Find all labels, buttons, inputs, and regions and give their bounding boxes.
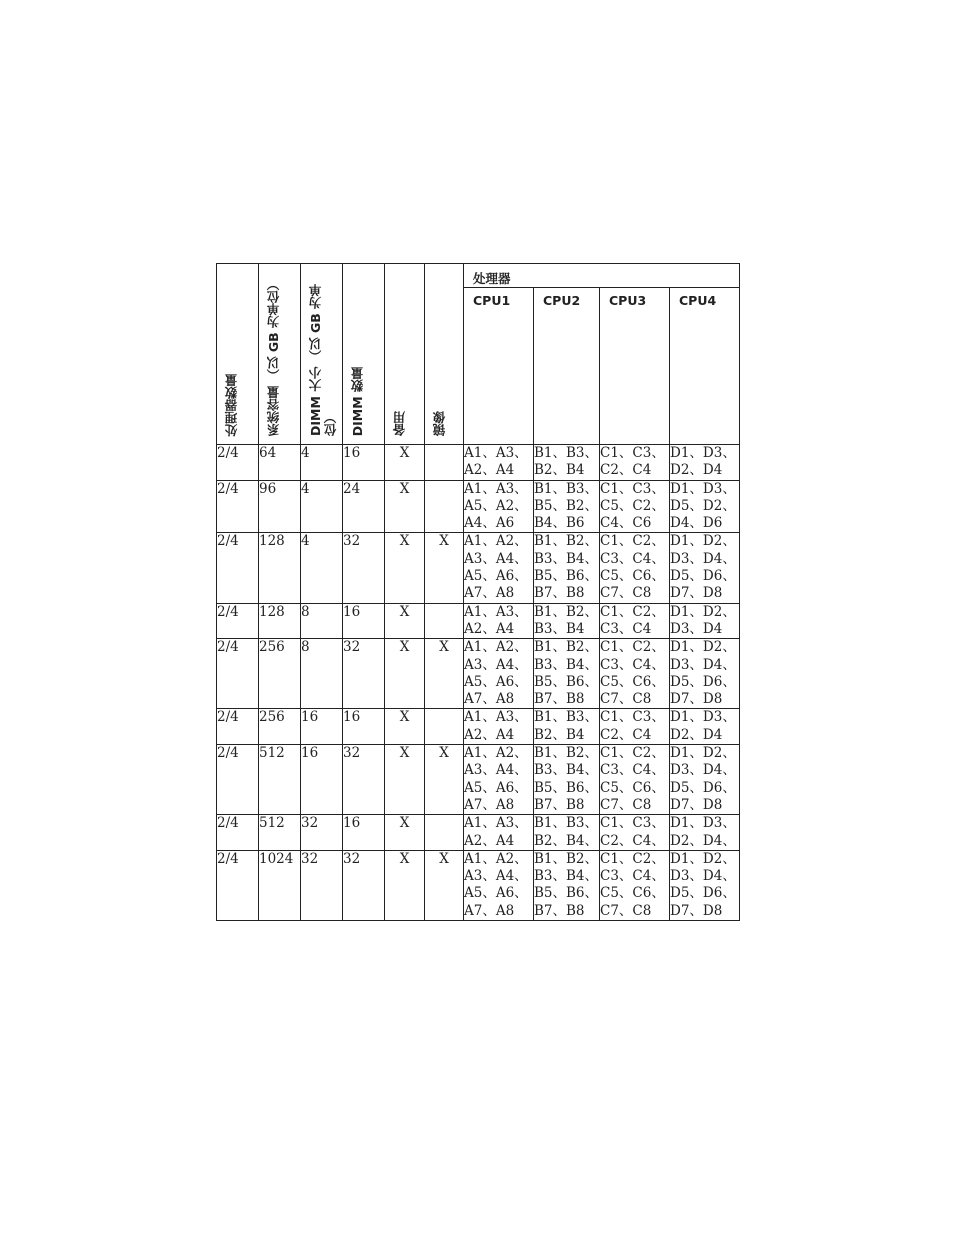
dimm-slot-line: D7、D8 [670, 585, 723, 602]
dimm-slot-line: C5、C2、 [600, 497, 665, 514]
dimm-slot-line: B4、B6 [534, 515, 585, 532]
cell-system-capacity: 256 [259, 639, 301, 709]
dimm-slot-line: D7、D8 [670, 902, 723, 919]
cell-cpu2-slots [534, 850, 600, 920]
dimm-slot-line: B2、B4 [534, 462, 585, 479]
dimm-slot-line: D1、D3、 [670, 445, 736, 461]
dimm-slot-line: B3、B4、 [534, 868, 599, 885]
dimm-slot-line: A5、A6、 [464, 779, 528, 796]
cell-dimm-count: 16 [343, 815, 385, 851]
cell-cpu4-slots [670, 850, 740, 920]
dimm-slot-line: C1、C2、 [600, 533, 665, 550]
dimm-slot-line: A5、A2、 [464, 497, 528, 514]
dimm-slot-line: B2、B4 [534, 726, 585, 743]
dimm-slot-line: C3、C4、 [600, 550, 665, 567]
cell-dimm-count: 32 [343, 533, 385, 603]
dimm-slot-line: B1、B3、 [534, 815, 599, 832]
dimm-slot-line: A2、A4 [464, 462, 515, 479]
cell-cpu4-slots [670, 815, 740, 851]
cell-mirror [425, 603, 464, 639]
cell-dimm-count: 16 [343, 603, 385, 639]
dimm-slot-line: D5、D6、 [670, 885, 736, 902]
table-body [217, 445, 740, 921]
dimm-slot-line: D1、D2、 [670, 533, 736, 550]
cell-dimm-size: 4 [301, 445, 343, 481]
cell-dimm-count: 32 [343, 850, 385, 920]
dimm-slot-line: A2、A4 [464, 832, 515, 849]
dimm-slot-line: D7、D8 [670, 796, 723, 813]
cell-spare: X [385, 639, 425, 709]
cell-dimm-size: 32 [301, 815, 343, 851]
cell-spare: X [385, 745, 425, 815]
dimm-slot-line: A2、A4 [464, 620, 515, 637]
dimm-slot-line: D3、D4、 [670, 550, 736, 567]
cell-cpu4-slots [670, 639, 740, 709]
dimm-slot-line: C1、C2、 [600, 745, 665, 762]
cell-cpu2-slots [534, 445, 600, 481]
dimm-slot-line: C3、C4 [600, 620, 652, 637]
dimm-slot-line: D3、D4、 [670, 762, 736, 779]
dimm-slot-line: B7、B8 [534, 796, 585, 813]
dimm-slot-line: B5、B6、 [534, 885, 599, 902]
dimm-slot-line: C7、C8 [600, 796, 652, 813]
header-cpu2: CPU2 [534, 288, 600, 445]
cell-processor-count: 2/4 [217, 815, 259, 851]
cell-cpu1-slots [464, 850, 534, 920]
dimm-slot-line: D5、D6、 [670, 673, 736, 690]
cell-dimm-size: 16 [301, 709, 343, 745]
cell-cpu4-slots [670, 480, 740, 533]
cell-cpu1-slots [464, 533, 534, 603]
dimm-slot-line: A1、A2、 [464, 850, 528, 867]
cell-spare: X [385, 533, 425, 603]
dimm-slot-line: A7、A8 [464, 902, 515, 919]
cell-cpu2-slots [534, 709, 600, 745]
header-dimm-count [343, 264, 385, 445]
dimm-slot-line: B3、B4、 [534, 762, 599, 779]
dimm-slot-line: D1、D2、 [670, 603, 736, 620]
cell-dimm-count: 16 [343, 445, 385, 481]
dimm-slot-line: B1、B2、 [534, 639, 599, 656]
cell-mirror: X [425, 639, 464, 709]
cell-cpu1-slots [464, 745, 534, 815]
dimm-slot-line: A3、A4、 [464, 868, 528, 885]
dimm-slot-line: D1、D3、 [670, 480, 736, 497]
header-spare [385, 264, 425, 445]
header-dimm-size [301, 264, 343, 445]
dimm-slot-line: A1、A2、 [464, 639, 528, 656]
cell-processor-count: 2/4 [217, 533, 259, 603]
dimm-slot-line: D1、D3、 [670, 815, 736, 832]
cell-cpu4-slots [670, 709, 740, 745]
cell-processor-count: 2/4 [217, 745, 259, 815]
dimm-slot-line: C1、C3、 [600, 480, 665, 497]
dimm-slot-line: C5、C6、 [600, 779, 665, 796]
table-row [217, 850, 740, 920]
cell-cpu3-slots [600, 815, 670, 851]
cell-processor-count: 2/4 [217, 639, 259, 709]
dimm-slot-line: A1、A3、 [464, 709, 528, 726]
dimm-slot-line: A2、A4 [464, 726, 515, 743]
dimm-slot-line: D7、D8 [670, 691, 723, 708]
cell-spare: X [385, 850, 425, 920]
table-row [217, 815, 740, 851]
cell-system-capacity: 512 [259, 745, 301, 815]
table-row [217, 709, 740, 745]
table-row [217, 639, 740, 709]
dimm-slot-line: B1、B2、 [534, 850, 599, 867]
cell-cpu3-slots [600, 745, 670, 815]
dimm-slot-line: A7、A8 [464, 691, 515, 708]
dimm-slot-line: B1、B2、 [534, 603, 599, 620]
cell-cpu1-slots [464, 639, 534, 709]
header-dimm-count-label: DIMM 数量 [350, 366, 365, 436]
cell-processor-count: 2/4 [217, 480, 259, 533]
cell-cpu4-slots [670, 533, 740, 603]
dimm-slot-line: C3、C4、 [600, 656, 665, 673]
dimm-slot-line: C5、C6、 [600, 885, 665, 902]
cell-system-capacity: 512 [259, 815, 301, 851]
header-mirror-label: 镜像 [432, 411, 447, 436]
dimm-slot-line: B1、B3、 [534, 709, 599, 726]
dimm-slot-line: B1、B3、 [534, 480, 599, 497]
cell-cpu1-slots [464, 815, 534, 851]
cell-system-capacity: 1024 [259, 850, 301, 920]
cell-cpu2-slots [534, 815, 600, 851]
dimm-slot-line: A1、A3、 [464, 445, 528, 461]
dimm-slot-line: A3、A4、 [464, 550, 528, 567]
dimm-slot-line: B7、B8 [534, 902, 585, 919]
cell-system-capacity: 64 [259, 445, 301, 481]
cell-processor-count: 2/4 [217, 850, 259, 920]
cell-spare: X [385, 445, 425, 481]
dimm-slot-line: B1、B2、 [534, 745, 599, 762]
dimm-slot-line: C4、C6 [600, 515, 652, 532]
dimm-slot-line: B5、B6、 [534, 779, 599, 796]
cell-cpu1-slots [464, 709, 534, 745]
cell-dimm-size: 4 [301, 480, 343, 533]
dimm-slot-line: D1、D3、 [670, 709, 736, 726]
cell-dimm-size: 32 [301, 850, 343, 920]
header-cpu1: CPU1 [464, 288, 534, 445]
cell-system-capacity: 128 [259, 533, 301, 603]
dimm-slot-line: D1、D2、 [670, 850, 736, 867]
dimm-slot-line: C2、C4、 [600, 832, 665, 849]
dimm-slot-line: C5、C6、 [600, 568, 665, 585]
cell-mirror: X [425, 850, 464, 920]
cell-cpu3-slots [600, 533, 670, 603]
cell-mirror: X [425, 745, 464, 815]
table-row [217, 745, 740, 815]
cell-mirror [425, 815, 464, 851]
cell-cpu2-slots [534, 533, 600, 603]
dimm-slot-line: D3、D4 [670, 620, 723, 637]
dimm-slot-line: D1、D2、 [670, 745, 736, 762]
dimm-slot-line: A1、A3、 [464, 603, 528, 620]
cell-cpu2-slots [534, 639, 600, 709]
dimm-slot-line: C1、C3、 [600, 815, 665, 832]
cell-spare: X [385, 480, 425, 533]
cell-cpu3-slots [600, 480, 670, 533]
cell-dimm-count: 32 [343, 639, 385, 709]
dimm-slot-line: D5、D2、 [670, 497, 736, 514]
cell-cpu2-slots [534, 603, 600, 639]
cell-mirror [425, 445, 464, 481]
dimm-slot-line: D5、D6、 [670, 779, 736, 796]
header-processor-count [217, 264, 259, 445]
dimm-slot-line: B3、B4 [534, 620, 585, 637]
dimm-slot-line: C1、C2、 [600, 639, 665, 656]
cell-cpu3-slots [600, 639, 670, 709]
dimm-slot-line: C5、C6、 [600, 673, 665, 690]
dimm-slot-line: C7、C8 [600, 585, 652, 602]
dimm-slot-line: A5、A6、 [464, 673, 528, 690]
cell-cpu3-slots [600, 709, 670, 745]
dimm-slot-line: A1、A3、 [464, 815, 528, 832]
header-spare-label: 备用 [392, 411, 407, 436]
dimm-slot-line: C3、C4、 [600, 868, 665, 885]
cell-dimm-size: 8 [301, 603, 343, 639]
dimm-slot-line: C1、C2、 [600, 603, 665, 620]
dimm-slot-line: D4、D6 [670, 515, 723, 532]
dimm-slot-line: C2、C4 [600, 462, 652, 479]
dimm-slot-line: A4、A6 [464, 515, 515, 532]
cell-system-capacity: 256 [259, 709, 301, 745]
cell-dimm-size: 8 [301, 639, 343, 709]
dimm-slot-line: D1、D2、 [670, 639, 736, 656]
dimm-slot-line: B1、B2、 [534, 533, 599, 550]
dimm-slot-line: D2、D4 [670, 462, 723, 479]
dimm-slot-line: B3、B4、 [534, 656, 599, 673]
dimm-slot-line: B5、B6、 [534, 568, 599, 585]
dimm-slot-line: B5、B2、 [534, 497, 599, 514]
cell-cpu3-slots [600, 603, 670, 639]
table-row [217, 445, 740, 481]
cell-cpu2-slots [534, 745, 600, 815]
dimm-slot-line: B3、B4、 [534, 550, 599, 567]
dimm-slot-line: D3、D4、 [670, 868, 736, 885]
cell-dimm-count: 24 [343, 480, 385, 533]
table-row [217, 603, 740, 639]
dimm-slot-line: D2、D4、 [670, 832, 736, 849]
dimm-slot-line: A1、A2、 [464, 745, 528, 762]
dimm-slot-line: C1、C3、 [600, 709, 665, 726]
cell-cpu3-slots [600, 445, 670, 481]
cell-cpu2-slots [534, 480, 600, 533]
header-mirror [425, 264, 464, 445]
dimm-slot-line: A1、A2、 [464, 533, 528, 550]
dimm-slot-line: C1、C3、 [600, 445, 665, 461]
cell-system-capacity: 96 [259, 480, 301, 533]
dimm-slot-line: C1、C2、 [600, 850, 665, 867]
header-system-capacity [259, 264, 301, 445]
dimm-slot-line: B5、B6、 [534, 673, 599, 690]
dimm-slot-line: D2、D4 [670, 726, 723, 743]
cell-cpu4-slots [670, 603, 740, 639]
dimm-slot-line: C7、C8 [600, 691, 652, 708]
cell-system-capacity: 128 [259, 603, 301, 639]
dimm-slot-line: A3、A4、 [464, 762, 528, 779]
cell-dimm-count: 16 [343, 709, 385, 745]
table-row [217, 533, 740, 603]
header-processor-count-label: 处理器数量 [224, 373, 239, 436]
memory-configuration-table [216, 263, 740, 921]
cell-processor-count: 2/4 [217, 709, 259, 745]
cell-dimm-count: 32 [343, 745, 385, 815]
dimm-slot-line: B2、B4、 [534, 832, 599, 849]
dimm-slot-line: B7、B8 [534, 585, 585, 602]
header-cpu4: CPU4 [670, 288, 740, 445]
dimm-slot-line: B7、B8 [534, 691, 585, 708]
cell-cpu4-slots [670, 745, 740, 815]
dimm-slot-line: A1、A3、 [464, 480, 528, 497]
cell-dimm-size: 16 [301, 745, 343, 815]
cell-mirror: X [425, 533, 464, 603]
cell-mirror [425, 480, 464, 533]
cell-spare: X [385, 815, 425, 851]
dimm-slot-line: D5、D6、 [670, 568, 736, 585]
cell-processor-count: 2/4 [217, 445, 259, 481]
dimm-slot-line: B1、B3、 [534, 445, 599, 461]
dimm-slot-line: D3、D4、 [670, 656, 736, 673]
cell-spare: X [385, 709, 425, 745]
cell-mirror [425, 709, 464, 745]
header-dimm-size-label: DIMM 大小 （以 GB 为单位） [308, 283, 338, 436]
dimm-slot-line: A7、A8 [464, 585, 515, 602]
header-cpu3: CPU3 [600, 288, 670, 445]
dimm-slot-line: C2、C4 [600, 726, 652, 743]
dimm-slot-line: A5、A6、 [464, 568, 528, 585]
cell-cpu1-slots [464, 445, 534, 481]
cell-cpu1-slots [464, 480, 534, 533]
cell-spare: X [385, 603, 425, 639]
header-processor-group: 处理器 [464, 264, 740, 288]
dimm-slot-line: C7、C8 [600, 902, 652, 919]
cell-cpu4-slots [670, 445, 740, 481]
header-system-capacity-label: 系统容量 （以 GB 为单位） [266, 278, 281, 436]
cell-cpu1-slots [464, 603, 534, 639]
dimm-slot-line: A7、A8 [464, 796, 515, 813]
dimm-slot-line: C3、C4、 [600, 762, 665, 779]
table-row [217, 480, 740, 533]
cell-processor-count: 2/4 [217, 603, 259, 639]
dimm-slot-line: A5、A6、 [464, 885, 528, 902]
cell-dimm-size: 4 [301, 533, 343, 603]
dimm-slot-line: A3、A4、 [464, 656, 528, 673]
cell-cpu3-slots [600, 850, 670, 920]
